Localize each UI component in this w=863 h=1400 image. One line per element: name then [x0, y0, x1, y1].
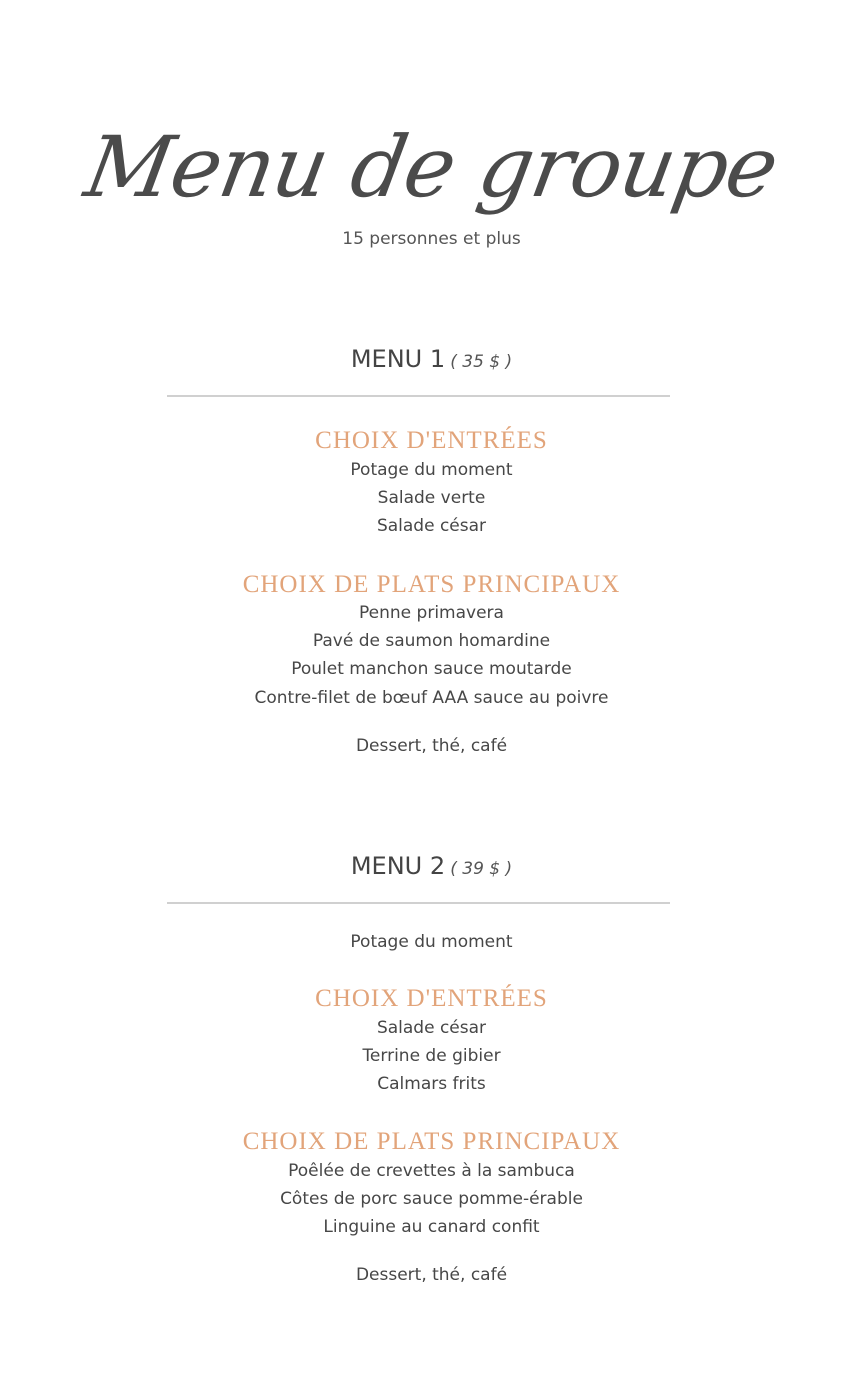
section-heading: CHOIX D'ENTRÉES	[315, 985, 548, 1012]
menu-item: Salade césar	[376, 1018, 487, 1038]
menu-price: ( 39 $ )	[450, 859, 513, 879]
section-heading: CHOIX DE PLATS PRINCIPAUX	[242, 571, 621, 598]
menu-item: Poêlée de crevettes à la sambuca	[288, 1161, 575, 1181]
divider	[167, 395, 670, 397]
menu-item: Côtes de porc sauce pomme-érable	[280, 1189, 583, 1209]
page-subtitle: 15 personnes et plus	[342, 229, 521, 249]
menu-item: Penne primavera	[359, 603, 504, 623]
section-heading: CHOIX DE PLATS PRINCIPAUX	[242, 1128, 621, 1155]
dessert-line: Dessert, thé, café	[355, 736, 508, 756]
menu-item: Potage du moment	[350, 460, 513, 480]
menu-item: Potage du moment	[350, 932, 513, 952]
menu-2-header	[0, 854, 863, 878]
menu-item: Poulet manchon sauce moutarde	[291, 659, 572, 679]
menu-name: MENU 1	[350, 345, 446, 373]
section-heading: CHOIX D'ENTRÉES	[315, 427, 548, 454]
menu-price: ( 35 $ )	[450, 352, 513, 372]
menu-1-header	[0, 347, 863, 371]
menu-name: MENU 2	[350, 852, 446, 880]
page-title: Menu de groupe	[78, 118, 785, 216]
menu-item: Terrine de gibier	[362, 1046, 501, 1066]
menu-item: Contre-filet de bœuf AAA sauce au poivre	[254, 688, 609, 708]
divider	[167, 902, 670, 904]
dessert-line: Dessert, thé, café	[355, 1265, 508, 1285]
menu-item: Linguine au canard confit	[323, 1217, 540, 1237]
menu-item: Salade césar	[376, 516, 487, 536]
menu-item: Calmars frits	[377, 1074, 486, 1094]
menu-item: Pavé de saumon homardine	[312, 631, 551, 651]
menu-item: Salade verte	[377, 488, 486, 508]
